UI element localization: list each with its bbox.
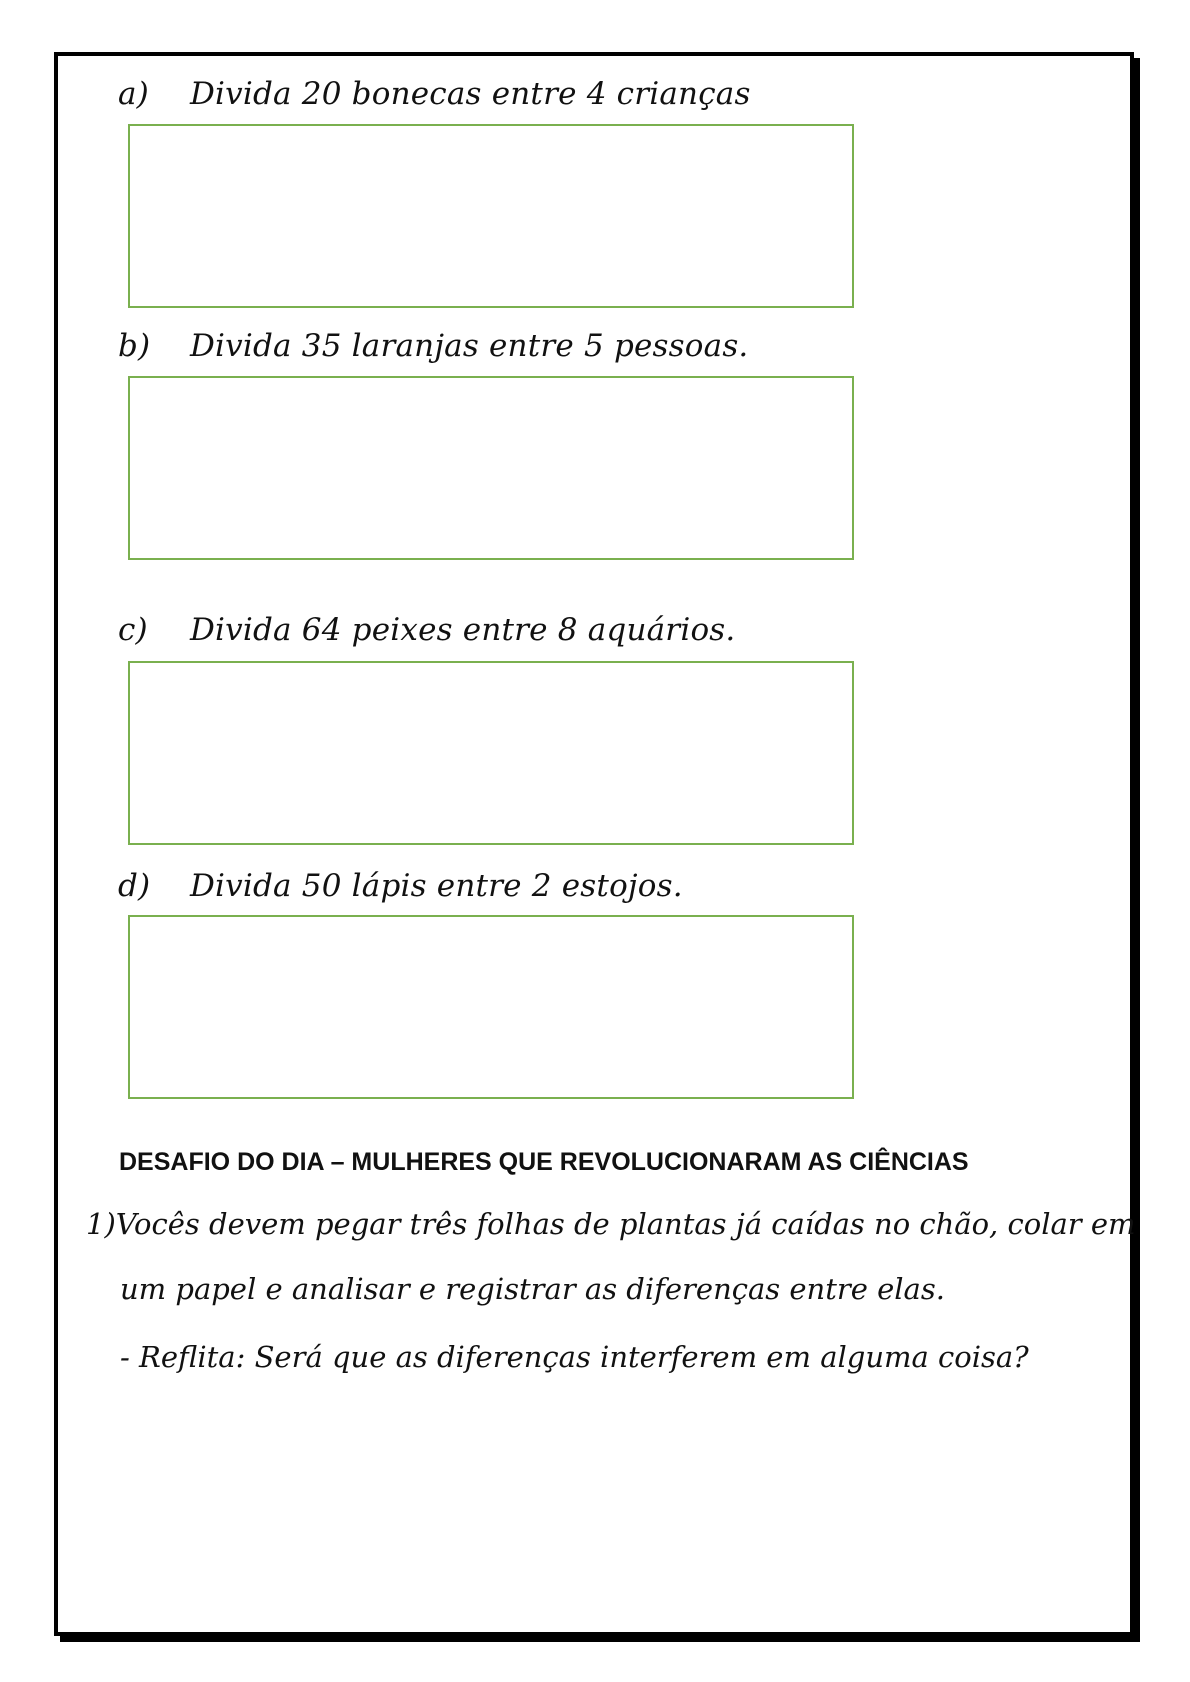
- question-d-text: Divida 50 lápis entre 2 estojos.: [190, 868, 683, 904]
- challenge-title: DESAFIO DO DIA – MULHERES QUE REVOLUCIONARAM AS CIÊNCIAS: [119, 1148, 969, 1176]
- answer-box-d[interactable]: [128, 915, 854, 1099]
- challenge-line-2: um papel e analisar e registrar as diferenças entre elas.: [120, 1272, 945, 1306]
- question-c-label: c): [118, 612, 148, 648]
- answer-box-b[interactable]: [128, 376, 854, 560]
- question-d-label: d): [118, 868, 151, 904]
- question-b: [118, 328, 748, 364]
- answer-box-c[interactable]: [128, 661, 854, 845]
- question-b-label: b): [118, 328, 151, 364]
- question-d: [118, 868, 683, 904]
- question-a-text: Divida 20 bonecas entre 4 crianças: [190, 76, 751, 112]
- question-a-label: a): [118, 76, 149, 112]
- question-c: [118, 612, 735, 648]
- challenge-line-3: - Reflita: Será que as diferenças interferem em alguma coisa?: [120, 1340, 1029, 1374]
- challenge-line-1: 1)Vocês devem pegar três folhas de plantas já caídas no chão, colar em: [86, 1207, 1136, 1241]
- question-c-text: Divida 64 peixes entre 8 aquários.: [190, 612, 736, 648]
- answer-box-a[interactable]: [128, 124, 854, 308]
- question-b-text: Divida 35 laranjas entre 5 pessoas.: [190, 328, 749, 364]
- question-a: [118, 76, 751, 112]
